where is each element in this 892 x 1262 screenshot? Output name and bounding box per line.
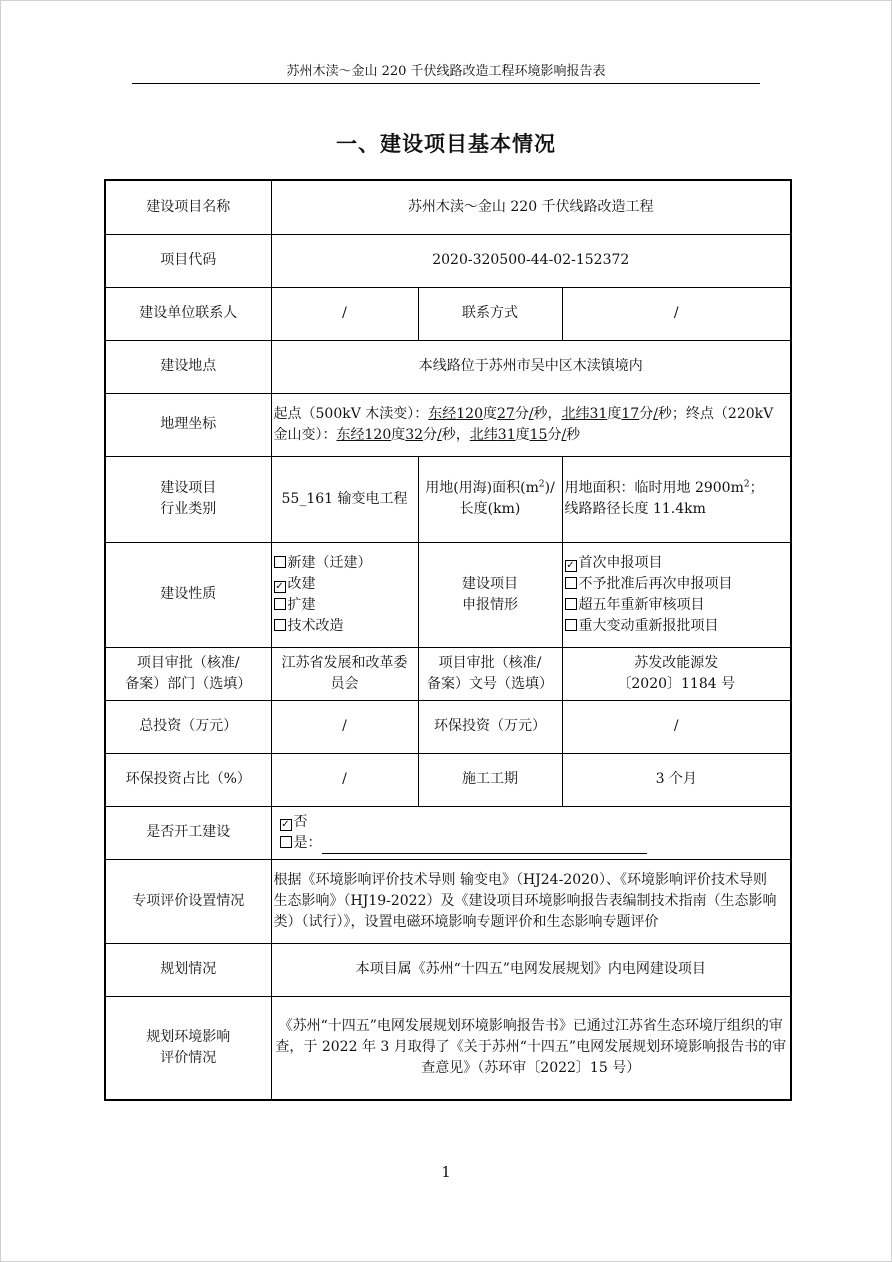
approval-no-label-line: 备案）文号（选填） [427, 675, 553, 692]
table-row [105, 287, 791, 340]
checkbox[interactable] [280, 836, 292, 848]
nature-option-label: 新建（迁建） [287, 554, 372, 571]
investment-label: 总投资（万元） [105, 700, 271, 753]
nature-option[interactable] [274, 574, 416, 595]
nature-option-label: 技术改造 [287, 617, 344, 634]
area-value-sup: 2 [743, 479, 750, 490]
special-eval-label: 专项评价设置情况 [105, 859, 271, 943]
checkbox[interactable]: ✓ [566, 559, 575, 571]
area-value [562, 456, 791, 542]
area-label-sup: 2 [538, 479, 545, 490]
table-row [105, 180, 791, 234]
declare-option-label: 超五年重新审核项目 [578, 596, 705, 613]
area-label [418, 456, 562, 542]
started-yes-label: 是： [293, 834, 322, 851]
industry-label-line: 建设项目 [160, 480, 217, 496]
declare-option[interactable] [565, 553, 789, 574]
checkbox[interactable] [274, 619, 286, 631]
table-row [105, 700, 791, 753]
special-eval-value: 根据《环境影响评价技术导则 输变电》（HJ24-2020）、《环境影响评价技术导则 生态影响》（HJ19-2022）及《建设项目环境影响报告表编制技术指南（生态影响类）（试行）》，设置电磁环境影响专题评价和生态影响专题评价 [271, 859, 791, 943]
checkbox[interactable] [565, 577, 577, 589]
started-yes-blank-line [322, 839, 647, 854]
contact-label: 建设单位联系人 [105, 287, 271, 340]
coords-end-lat-sec: / [561, 426, 567, 443]
sec-unit: 秒 [657, 405, 672, 422]
checkbox[interactable] [565, 619, 577, 631]
nature-option[interactable] [274, 595, 416, 616]
coords-end-lon-deg: 120 [364, 426, 392, 443]
coords-end-lon-prefix: 东经 [336, 426, 365, 443]
approval-no-label-line: 项目审批（核准/ [438, 654, 542, 671]
area-label-line: 长度(km) [459, 501, 521, 517]
approval-no-value-line: 〔2020〕1184 号 [617, 675, 736, 692]
nature-option[interactable] [274, 553, 416, 574]
construction-period-label: 施工工期 [418, 753, 562, 806]
deg-unit: 度 [607, 405, 622, 422]
area-label-text: 用地(用海)面积(m [425, 480, 539, 496]
checkbox[interactable] [274, 556, 286, 568]
env-investment-value: / [562, 700, 791, 753]
checkbox[interactable]: ✓ [275, 580, 284, 592]
min-unit: 分 [547, 426, 562, 443]
contact-method-label: 联系方式 [418, 287, 562, 340]
area-value-text: ； [749, 480, 764, 496]
started-no-label: 否 [293, 813, 308, 830]
table-row [105, 806, 791, 859]
project-name-value: 苏州木渎～金山 220 千伏线路改造工程 [271, 180, 791, 234]
started-option-yes[interactable] [280, 833, 789, 854]
deg-unit: 度 [391, 426, 406, 443]
planning-env-value: 《苏州“十四五”电网发展规划环境影响报告书》已通过江苏省生态环境厅组织的审查，于 2022 年 3 月取得了《关于苏州“十四五”电网发展规划环境影响报告书的审查意见》（苏环审〔2022〕15 号） [271, 996, 791, 1100]
coords-start-lat-deg: 31 [589, 405, 608, 422]
coords-end-lat-deg: 31 [497, 426, 516, 443]
project-name-label: 建设项目名称 [105, 180, 271, 234]
coords-start-lat-sec: / [653, 405, 658, 422]
declare-option[interactable] [565, 574, 789, 595]
approval-dept-value [271, 647, 418, 700]
area-label-text: )/ [544, 480, 555, 496]
nature-option-label: 扩建 [287, 596, 316, 613]
table-row [105, 996, 791, 1100]
table-row [105, 542, 791, 647]
table-row [105, 859, 791, 943]
deg-unit: 度 [483, 405, 497, 422]
area-value-line: 线路路径长度 11.4km [564, 501, 706, 517]
declare-label-line: 申报情形 [462, 596, 518, 613]
table-row [105, 234, 791, 287]
coords-start-lon-prefix: 东经 [428, 405, 457, 422]
min-unit: 分 [514, 405, 529, 422]
coords-start-lon-min: 27 [497, 405, 515, 422]
construction-period-value: 3 个月 [562, 753, 791, 806]
area-value-text: 用地面积：临时用地 2900m [564, 480, 744, 496]
coords-end-lon-sec: / [437, 426, 442, 443]
env-ratio-value: / [271, 753, 418, 806]
checkbox[interactable] [274, 598, 286, 610]
coords-end-lat-prefix: 北纬 [469, 426, 498, 443]
declare-options [562, 542, 791, 647]
project-info-table [104, 179, 792, 1101]
planning-value: 本项目属《苏州“十四五”电网发展规划》内电网建设项目 [271, 943, 791, 996]
location-value: 本线路位于苏州市吴中区木渎镇境内 [271, 340, 791, 393]
min-unit: 分 [639, 405, 654, 422]
declare-option[interactable] [565, 595, 789, 616]
project-code-value: 2020-320500-44-02-152372 [271, 234, 791, 287]
approval-dept-value-line: 员会 [330, 675, 359, 692]
coords-start-prefix: 起点（500kV 木渎变）： [273, 405, 429, 422]
table-row [105, 753, 791, 806]
section-title: 一、建设项目基本情况 [336, 132, 556, 156]
approval-no-value-line: 苏发改能源发 [634, 654, 719, 671]
checkbox[interactable]: ✓ [281, 818, 290, 830]
contact-value: / [271, 287, 418, 340]
industry-value: 55_161 输变电工程 [271, 456, 418, 542]
table-row [105, 647, 791, 700]
coords-label: 地理坐标 [105, 393, 271, 456]
env-investment-label: 环保投资（万元） [418, 700, 562, 753]
started-option-no[interactable] [280, 812, 789, 833]
planning-env-label-line: 规划环境影响 [146, 1028, 231, 1045]
investment-value: / [271, 700, 418, 753]
project-code-label: 项目代码 [105, 234, 271, 287]
min-unit: 分 [423, 426, 438, 443]
running-header: 苏州木渎～金山 220 千伏线路改造工程环境影响报告表 [132, 62, 760, 84]
coords-start-lon-sec: / [528, 405, 534, 422]
nature-option-label: 改建 [287, 575, 316, 592]
table-row [105, 943, 791, 996]
nature-label: 建设性质 [105, 542, 271, 647]
table-row [105, 340, 791, 393]
deg-unit: 度 [515, 426, 530, 443]
nature-option[interactable] [274, 616, 416, 637]
contact-method-value: / [562, 287, 791, 340]
checkbox[interactable] [565, 598, 577, 610]
declare-option-label: 重大变动重新报批项目 [578, 617, 719, 634]
approval-dept-label [105, 647, 271, 700]
coords-start-lat-min: 17 [621, 405, 640, 422]
declare-label [418, 542, 562, 647]
declare-option[interactable] [565, 616, 789, 637]
coords-end-lat-min: 15 [529, 426, 548, 443]
location-label: 建设地点 [105, 340, 271, 393]
planning-env-label-line: 评价情况 [160, 1049, 217, 1066]
coords-end-lon-min: 32 [405, 426, 424, 443]
approval-dept-label-line: 项目审批（核准/ [136, 654, 240, 671]
started-value [271, 806, 791, 859]
table-row [105, 393, 791, 456]
sec-unit: 秒 [441, 426, 456, 443]
coords-end-prefix: 终点（220kV 金山变）： [273, 405, 774, 443]
planning-env-label [105, 996, 271, 1100]
env-ratio-label: 环保投资占比（%） [105, 753, 271, 806]
page-number: 1 [441, 1163, 451, 1181]
sec-unit: 秒 [566, 426, 581, 443]
approval-dept-label-line: 备案）部门（选填） [125, 675, 252, 692]
declare-option-label: 首次申报项目 [578, 554, 663, 571]
planning-label: 规划情况 [105, 943, 271, 996]
coords-value: 起点（500kV 木渎变）：东经120度27分/秒，北纬31度17分/秒；终点（220kV 金山变）：东经120度32分/秒，北纬31度15分/秒 [271, 393, 791, 456]
declare-label-line: 建设项目 [462, 575, 518, 592]
approval-no-value [562, 647, 791, 700]
table-row [105, 456, 791, 542]
coords-start-lon-deg: 120 [456, 405, 483, 422]
started-label: 是否开工建设 [105, 806, 271, 859]
declare-option-label: 不予批准后再次申报项目 [578, 575, 733, 592]
industry-label [105, 456, 271, 542]
coords-start-lat-prefix: 北纬 [561, 405, 590, 422]
nature-options [271, 542, 418, 647]
industry-label-line: 行业类别 [160, 501, 217, 517]
sec-unit: 秒 [533, 405, 548, 422]
approval-no-label [418, 647, 562, 700]
approval-dept-value-line: 江苏省发展和改革委 [281, 654, 408, 671]
